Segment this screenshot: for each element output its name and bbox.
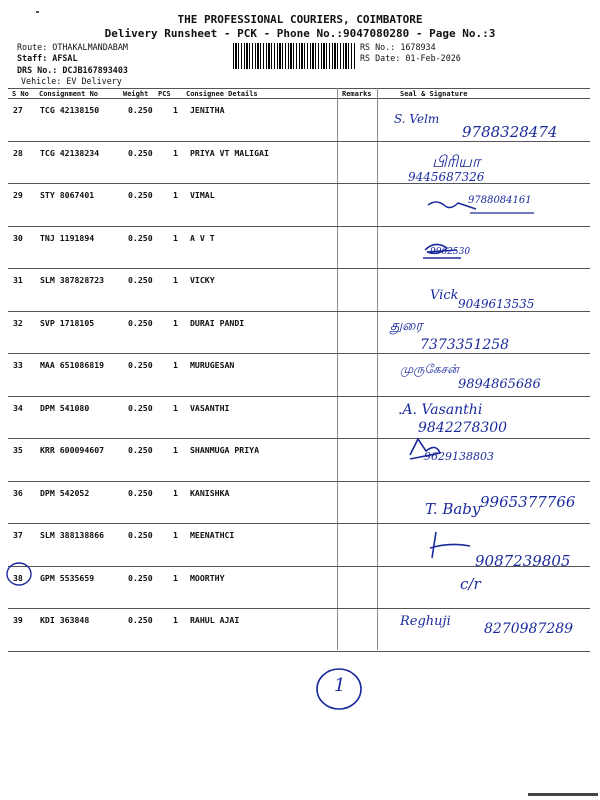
- row-consignee: SHANMUGA PRIYA: [190, 445, 260, 455]
- signature-phone: 7373351258: [420, 337, 510, 353]
- row-consignee: MOORTHY: [190, 572, 225, 583]
- row-consignee: RAHUL AJAI: [190, 615, 240, 625]
- row-weight: 0.250: [128, 147, 153, 158]
- row-pcs: 1: [173, 360, 178, 370]
- signature-phone: 9087239805: [475, 552, 571, 570]
- drs-label: DRS No.: DCJB167893403: [17, 65, 128, 75]
- row-pcs: 1: [173, 530, 178, 540]
- row-weight: 0.250: [128, 317, 153, 328]
- row-weight: 0.250: [128, 572, 153, 583]
- signature-phone: 9445687326: [408, 170, 485, 184]
- signature-name: Reghuji: [400, 614, 451, 629]
- row-sno: 28: [13, 147, 23, 158]
- row-consignee: PRIYA VT MALIGAI: [190, 147, 269, 158]
- row-sno: 36: [13, 487, 23, 498]
- col-sno: S No: [12, 90, 29, 98]
- signature-phone: 9842278300: [418, 420, 508, 436]
- row-consignee: JENITHA: [190, 105, 225, 115]
- row-sno: 39: [13, 615, 23, 625]
- row-sno: 37: [13, 530, 23, 540]
- row-sno: 29: [13, 190, 23, 200]
- runsheet-subtitle: Delivery Runsheet - PCK - Phone No.:9047080280 - Page No.:3: [104, 27, 496, 40]
- row-consignment-no: TNJ 1191894: [40, 232, 95, 243]
- row-sno: 32: [13, 317, 23, 328]
- row-consignee: DURAI PANDI: [190, 317, 245, 328]
- row-consignment-no: STY 8067401: [40, 190, 95, 200]
- row-consignee: VASANTHI: [190, 402, 230, 413]
- row-weight: 0.250: [128, 615, 153, 625]
- col-consignee: Consignee Details: [186, 90, 258, 98]
- row-weight: 0.250: [128, 445, 153, 455]
- signature-phone: 9629138803: [424, 450, 494, 463]
- signature-phone: 9962530: [430, 247, 471, 257]
- row-pcs: 1: [173, 317, 178, 328]
- row-pcs: 1: [173, 487, 178, 498]
- row-pcs: 1: [173, 402, 178, 413]
- col-consignment: Consignment No: [39, 90, 99, 98]
- signature-phone: 9049613535: [458, 297, 535, 311]
- scan-edge: [528, 793, 598, 796]
- row-pcs: 1: [173, 147, 178, 158]
- row-sno: 38: [13, 572, 23, 583]
- signature-name: T. Baby: [425, 500, 481, 518]
- row-consignment-no: KDI 363848: [40, 615, 90, 625]
- row-consignment-no: TCG 42138150: [40, 105, 100, 115]
- row-consignee: MEENATHCI: [190, 530, 235, 540]
- signature-name: S. Velm: [394, 112, 440, 126]
- row-weight: 0.250: [128, 275, 153, 285]
- row-weight: 0.250: [128, 190, 153, 200]
- page-mark: 1: [334, 675, 346, 696]
- row-pcs: 1: [173, 615, 178, 625]
- signature-name: முருகேசன்: [400, 362, 459, 376]
- row-weight: 0.250: [128, 487, 153, 498]
- signature-phone: 8270987289: [484, 621, 574, 637]
- vehicle-label: Vehicle: EV Delivery: [21, 76, 122, 86]
- signature-name: பிரியா: [432, 152, 481, 171]
- row-sno: 31: [13, 275, 23, 285]
- staff-label: Staff: AFSAL: [17, 53, 78, 63]
- row-weight: 0.250: [128, 402, 153, 413]
- row-sno: 30: [13, 232, 23, 243]
- row-pcs: 1: [173, 232, 178, 243]
- row-pcs: 1: [173, 275, 178, 285]
- route-label: Route: OTHAKALMANDABAM: [17, 42, 128, 52]
- row-consignment-no: SLM 387828723: [40, 275, 105, 285]
- row-consignment-no: SLM 388138866: [40, 530, 105, 540]
- row-consignment-no: DPM 541080: [40, 402, 90, 413]
- signature-phone: 9965377766: [480, 493, 576, 511]
- col-remarks: Remarks: [342, 90, 372, 98]
- signature-name: துரை: [390, 318, 423, 334]
- company-name: THE PROFESSIONAL COURIERS, COIMBATORE: [177, 13, 423, 26]
- row-sno: 33: [13, 360, 23, 370]
- signature-phone: 9894865686: [458, 377, 541, 392]
- scan-dot: [36, 11, 39, 13]
- row-consignee: MURUGESAN: [190, 360, 235, 370]
- row-sno: 27: [13, 105, 23, 115]
- row-consignment-no: DPM 542052: [40, 487, 90, 498]
- row-consignment-no: GPM 5535659: [40, 572, 95, 583]
- row-consignee: VICKY: [190, 275, 215, 285]
- row-consignment-no: SVP 1718105: [40, 317, 95, 328]
- row-consignment-no: KRR 600094607: [40, 445, 105, 455]
- signature-phone: 9788328474: [462, 123, 558, 141]
- row-sno: 34: [13, 402, 23, 413]
- col-seal-signature: Seal & Signature: [400, 90, 468, 98]
- row-consignment-no: TCG 42138234: [40, 147, 100, 158]
- row-consignment-no: MAA 651086819: [40, 360, 105, 370]
- signature-name: .A. Vasanthi: [398, 402, 483, 418]
- row-consignee: KANISHKA: [190, 487, 230, 498]
- row-pcs: 1: [173, 445, 178, 455]
- row-weight: 0.250: [128, 105, 153, 115]
- row-consignee: VIMAL: [190, 190, 215, 200]
- row-pcs: 1: [173, 572, 178, 583]
- rs-date: RS Date: 01-Feb-2026: [360, 53, 461, 63]
- row-consignee: A V T: [190, 232, 215, 243]
- row-weight: 0.250: [128, 360, 153, 370]
- signature-phone: 9788084161: [468, 195, 532, 206]
- row-weight: 0.250: [128, 530, 153, 540]
- row-pcs: 1: [173, 190, 178, 200]
- row-pcs: 1: [173, 105, 178, 115]
- col-pcs: PCS: [158, 90, 171, 98]
- signature-name: c/r: [460, 575, 481, 593]
- row-weight: 0.250: [128, 232, 153, 243]
- rs-number: RS No.: 1678934: [360, 42, 436, 52]
- signature-name: Vick: [430, 288, 459, 303]
- row-sno: 35: [13, 445, 23, 455]
- col-weight: Weight: [123, 90, 149, 98]
